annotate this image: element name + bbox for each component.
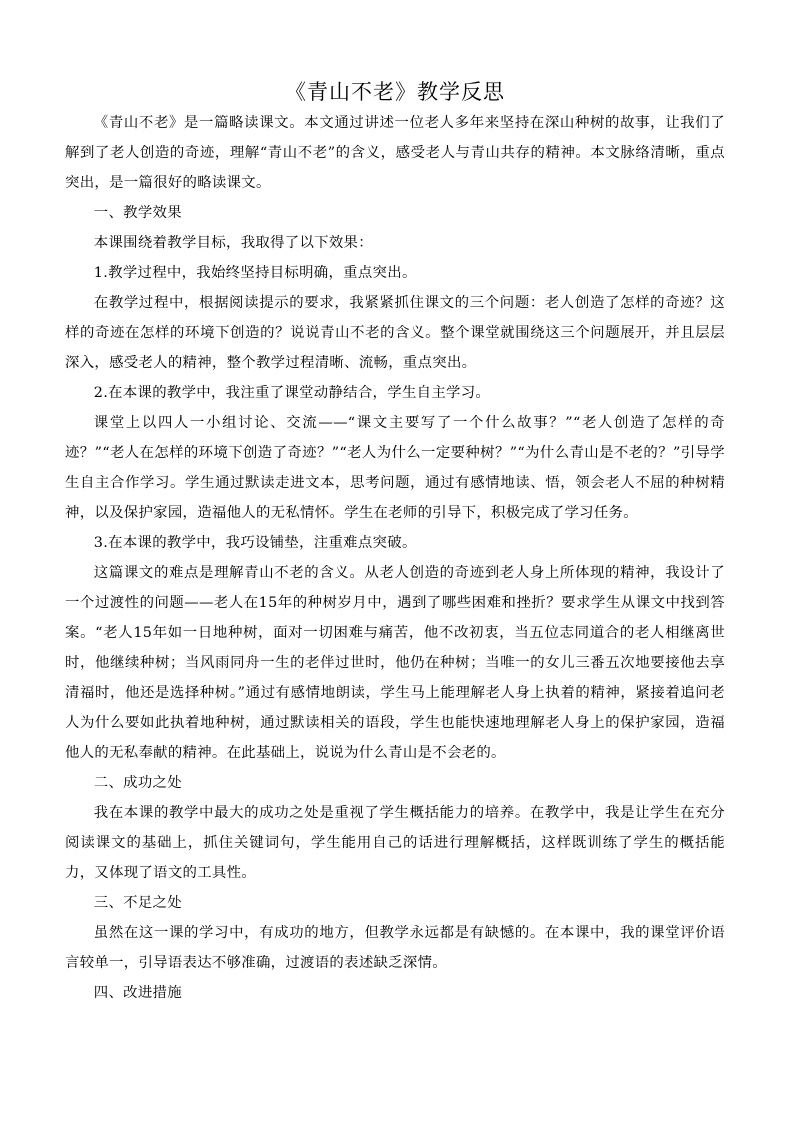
point-2-title: 2.在本课的教学中，我注重了课堂动静结合，学生自主学习。 [93, 385, 491, 401]
section-heading-shortcomings: 三、不足之处 [93, 895, 182, 911]
point-3-body: 这篇课文的难点是理解青山不老的含义。从老人创造的奇迹到老人身上所体现的精神，我设计了一个过渡性的问题——老人在15年的种树岁月中，遇到了哪些困难和挫折？要求学生从课文中找到答案。“老人15年如一日地种树，面对一切困难与痛苦，他不改初衷，当五位志同道合的老人相继离世时，他继续种树；当风雨同舟一生的老伴过世时，他仍在种树；当唯一的女儿三番五次地要接他去享清福时，他还是选择种树。”通过有感情地朗读，学生马上能理解老人身上执着的精神，紧接着追问老人为什么要如此执着地种树，通过默读相关的语段，学生也能快速地理解老人身上的保护家园，造福他人的无私奉献的精神。在此基础上，说说为什么青山是不会老的。 [65, 565, 725, 761]
section-heading-improvements: 四、改进措施 [93, 985, 182, 1001]
point-3-title: 3.在本课的教学中，我巧设铺垫，注重难点突破。 [93, 535, 417, 551]
page-title: 《青山不老》教学反思 [285, 80, 505, 104]
section-heading-success: 二、成功之处 [93, 775, 182, 791]
point-2-body: 课堂上以四人一小组讨论、交流——“课文主要写了一个什么故事？”“老人创造了怎样的奇迹？”“老人在怎样的环境下创造了奇迹？”“老人为什么一定要种树？”“为什么青山是不老的？”引导学生自主合作学习。学生通过默读走进文本，思考问题，通过有感情地读、悟，领会老人不屈的种树精神，以及保护家园，造福他人的无私情怀。学生在老师的引导下，积极完成了学习任务。 [65, 415, 725, 521]
point-1-body: 在教学过程中，根据阅读提示的要求，我紧紧抓住课文的三个问题：老人创造了怎样的奇迹？这样的奇迹在怎样的环境下创造的？说说青山不老的含义。整个课堂就围绕这三个问题展开，并且层层深入，感受老人的精神，整个教学过程清晰、流畅，重点突出。 [65, 295, 725, 371]
section-heading-teaching-effect: 一、教学效果 [93, 205, 182, 221]
point-1-title: 1.教学过程中，我始终坚持目标明确，重点突出。 [93, 265, 417, 281]
document-page [65, 78, 725, 1008]
section-lead-paragraph: 本课围绕着教学目标，我取得了以下效果： [93, 235, 373, 251]
section-shortcomings-body: 虽然在这一课的学习中，有成功的地方，但教学永远都是有缺憾的。在本课中，我的课堂评价语言较单一，引导语表达不够准确，过渡语的表述缺乏深情。 [65, 925, 725, 971]
intro-paragraph: 《青山不老》是一篇略读课文。本文通过讲述一位老人多年来坚持在深山种树的故事，让我们了解到了老人创造的奇迹，理解“青山不老”的含义，感受老人与青山共存的精神。本文脉络清晰，重点突出，是一篇很好的略读课文。 [65, 115, 725, 191]
section-success-body: 我在本课的教学中最大的成功之处是重视了学生概括能力的培养。在教学中，我是让学生在充分阅读课文的基础上，抓住关键词句，学生能用自己的话进行理解概括，这样既训练了学生的概括能力，又体现了语文的工具性。 [65, 805, 725, 881]
